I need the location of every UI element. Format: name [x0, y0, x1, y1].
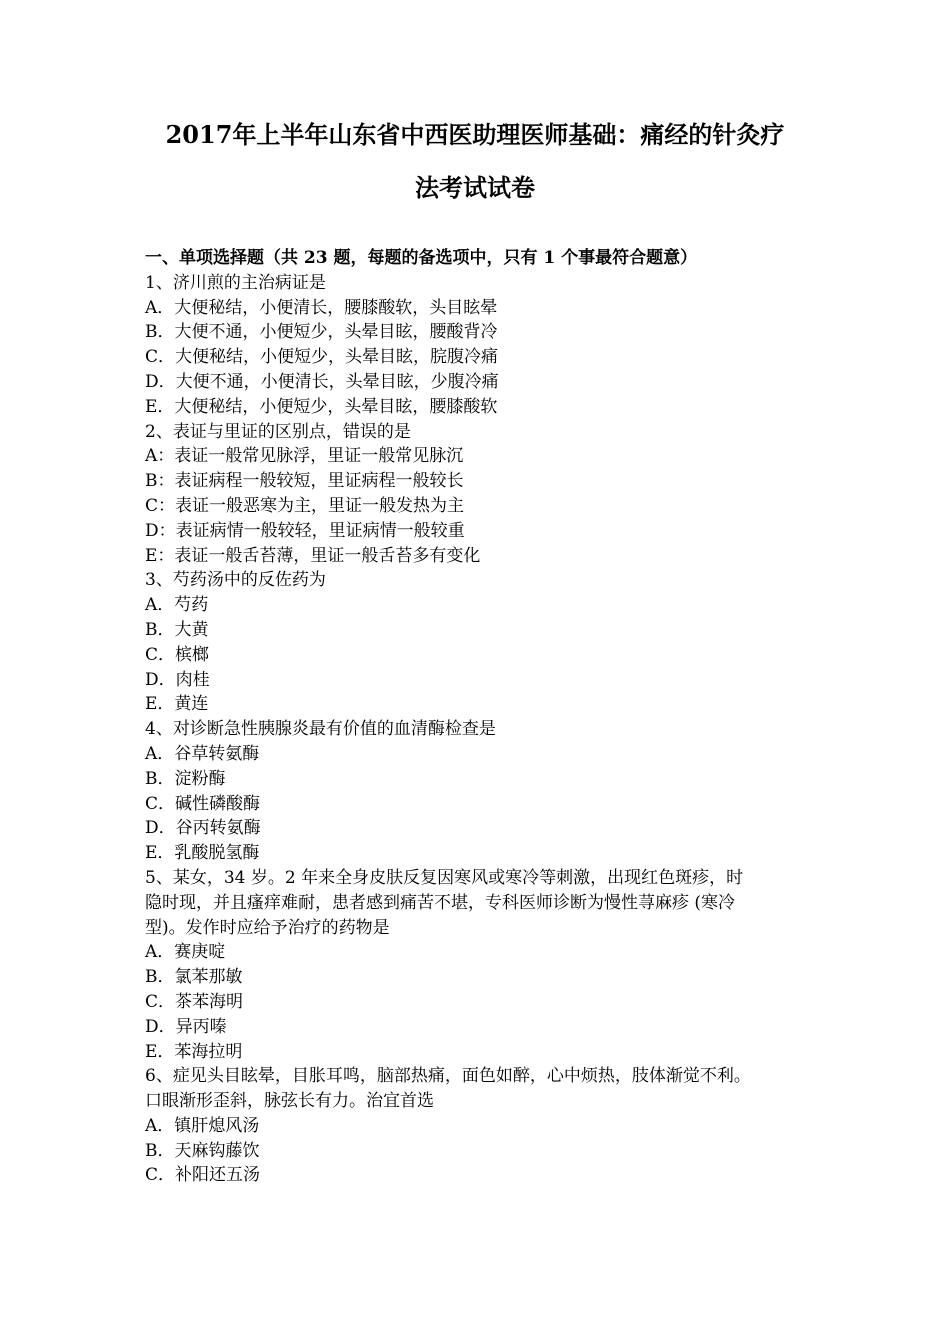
option-d: D．肉桂	[145, 669, 210, 690]
question-5	[145, 866, 810, 1064]
option-a: A．芍药	[145, 595, 209, 616]
option-c: C．槟榔	[145, 644, 210, 665]
question-stem: 4、对诊断急性胰腺炎最有价值的血清酶检查是	[145, 719, 496, 740]
question-3	[145, 568, 810, 717]
document-body	[145, 246, 810, 1188]
option-b: B．淀粉酶	[145, 768, 226, 789]
option-d: D．异丙嗪	[145, 1016, 227, 1037]
option-d: D．谷丙转氨酶	[145, 818, 261, 839]
question-stem-line-1: 5、某女，34 岁。2 年来全身皮肤反复因寒风或寒冷等刺激，出现红色斑疹，时	[145, 867, 744, 888]
question-stem: 2、表证与里证的区别点，错误的是	[145, 421, 411, 442]
document-title-line-1: 2017年上半年山东省中西医助理医师基础：痛经的针灸疗	[165, 120, 785, 149]
option-e: E．大便秘结，小便短少，头晕目眩，腰膝酸软	[145, 396, 498, 417]
option-b: B．大便不通，小便短少，头晕目眩，腰酸背冷	[145, 322, 498, 343]
option-a: A．谷草转氨酶	[145, 743, 260, 764]
question-6	[145, 1064, 810, 1188]
question-stem-line-2: 口眼渐形歪斜，脉弦长有力。治宜首选	[145, 1091, 434, 1112]
option-c: C．大便秘结，小便短少，头晕目眩，脘腹冷痛	[145, 347, 499, 368]
option-c: C．碱性磷酸酶	[145, 793, 261, 814]
option-a: A．镇肝熄风汤	[145, 1115, 260, 1136]
question-stem: 3、芍药汤中的反佐药为	[145, 570, 326, 591]
option-c: C．茶苯海明	[145, 991, 244, 1012]
question-2	[145, 420, 810, 569]
question-1	[145, 271, 810, 420]
question-4	[145, 717, 810, 866]
section-heading: 一、单项选择题（共 23 题，每题的备选项中，只有 1 个事最符合题意）	[145, 248, 698, 268]
option-e: E．苯海拉明	[145, 1041, 243, 1062]
option-e: E．乳酸脱氢酶	[145, 843, 260, 864]
option-b: B．氯苯那敏	[145, 967, 243, 988]
question-stem-line-2: 隐时现，并且瘙痒难耐，患者感到痛苦不堪，专科医师诊断为慢性荨麻疹 (寒冷	[145, 892, 736, 913]
document-title-line-2: 法考试试卷	[415, 173, 535, 202]
option-b: B：表证病程一般较短，里证病程一般较长	[145, 471, 464, 492]
option-d: D．大便不通，小便清长，头晕目眩，少腹冷痛	[145, 371, 499, 392]
option-a: A：表证一般常见脉浮，里证一般常见脉沉	[145, 446, 464, 467]
option-b: B．天麻钩藤饮	[145, 1140, 260, 1161]
question-stem: 1、济川煎的主治病证是	[145, 272, 326, 293]
question-stem-line-1: 6、症见头目眩晕，目胀耳鸣，脑部热痛，面色如醉，心中烦热，肢体渐觉不利。	[145, 1066, 751, 1087]
option-b: B．大黄	[145, 619, 209, 640]
option-c: C：表证一般恶寒为主，里证一般发热为主	[145, 495, 465, 516]
option-d: D：表证病情一般较轻，里证病情一般较重	[145, 520, 465, 541]
option-e: E．黄连	[145, 694, 209, 715]
option-a: A．大便秘结，小便清长，腰膝酸软，头目眩晕	[145, 297, 498, 318]
option-e: E：表证一般舌苔薄，里证一般舌苔多有变化	[145, 545, 481, 566]
question-stem-line-3: 型)。发作时应给予治疗的药物是	[145, 917, 390, 938]
option-c: C．补阳还五汤	[145, 1165, 261, 1186]
option-a: A．赛庚啶	[145, 942, 226, 963]
